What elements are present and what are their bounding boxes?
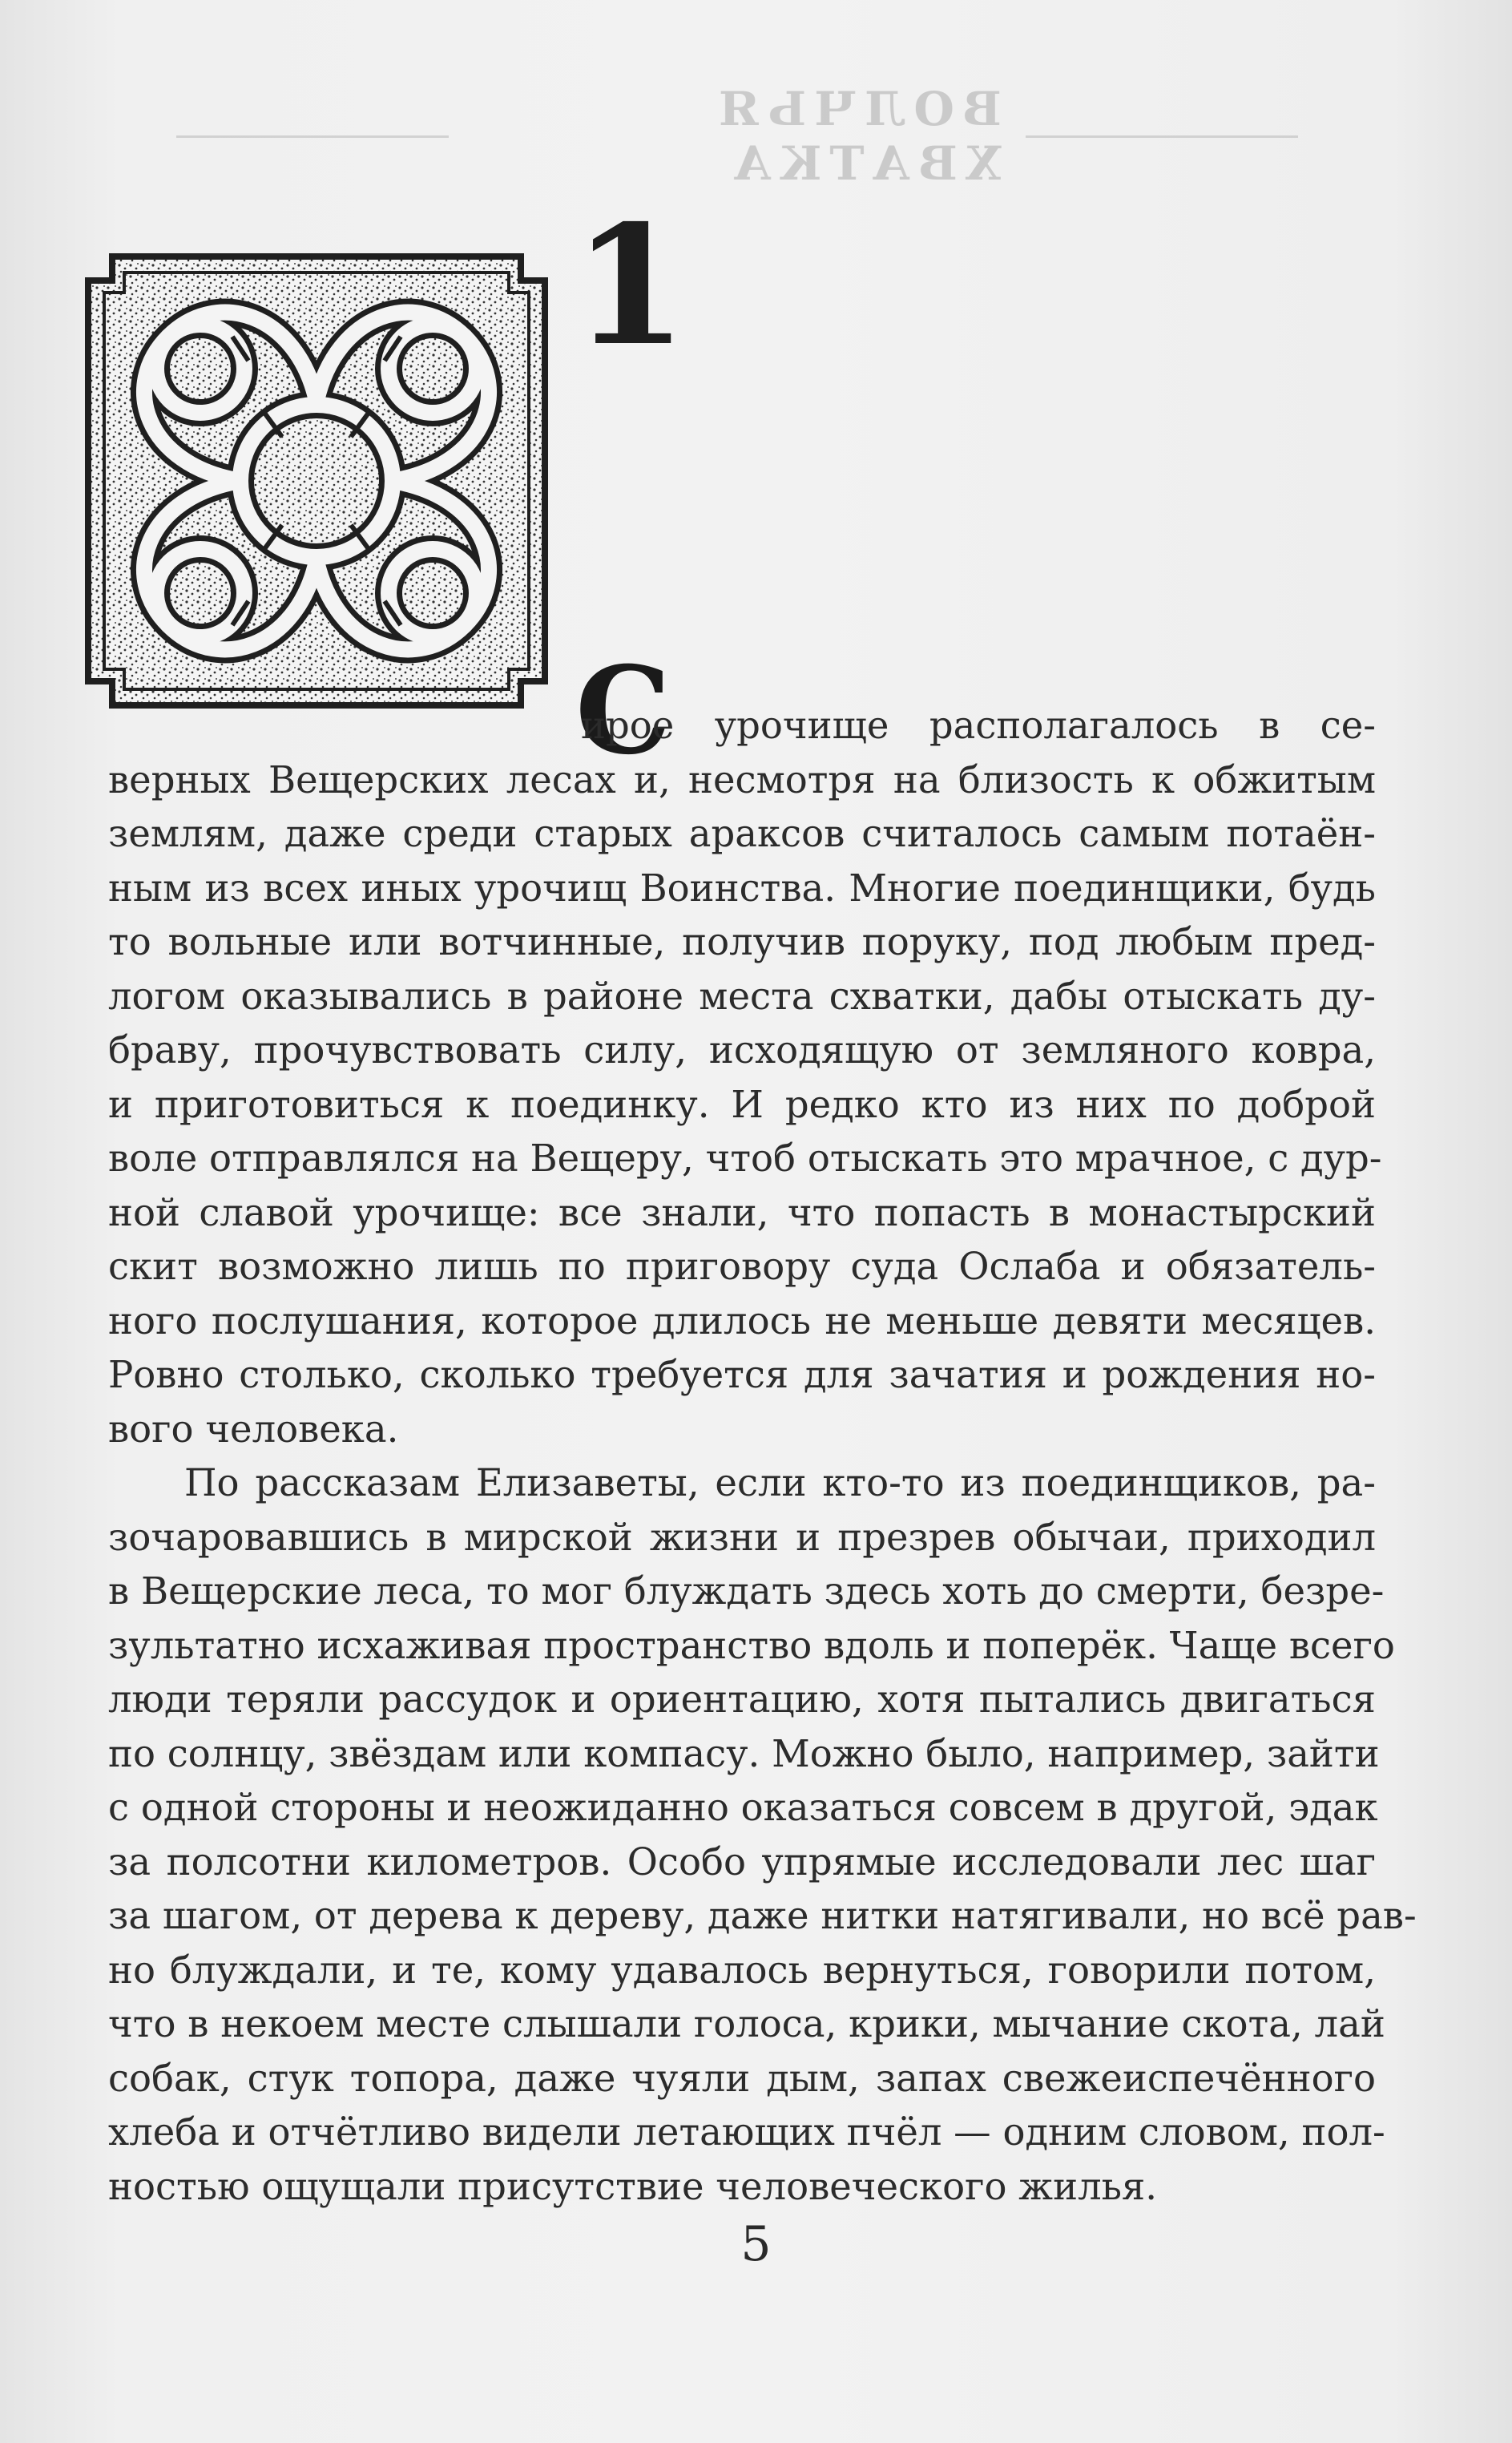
- text-line: ностью ощущали присутствие человеческого жилья.: [108, 2164, 1158, 2208]
- text-line: ирое урочище располагалось в се-: [581, 704, 1376, 747]
- text-line: за шагом, от дерева к дереву, даже нитки натягивали, но всё рав-: [108, 1894, 1417, 1937]
- text-line: логом оказывались в районе места схватки, дабы отыскать ду-: [108, 974, 1376, 1018]
- text-line: собак, стук топора, даже чуяли дым, запах свежеиспечённого: [108, 2056, 1376, 2100]
- text-line: ным из всех иных урочищ Воинства. Многие поединщики, будь: [108, 866, 1376, 910]
- text-line: ной славой урочище: все знали, что попасть в монастырский: [108, 1190, 1376, 1234]
- text-line: что в некоем месте слышали голоса, крики, мычание скота, лай: [108, 2002, 1385, 2045]
- drop-cap: С: [575, 640, 671, 781]
- chapter-number: 1: [573, 190, 687, 382]
- text-line: верных Вещерских лесах и, несмотря на близость к обжитым: [108, 757, 1376, 802]
- text-line: с одной стороны и неожиданно оказаться совсем в другой, эдак: [108, 1786, 1378, 1829]
- text-line: то вольные или вотчинные, получив поруку, под любым пред-: [108, 920, 1376, 963]
- text-line: хлеба и отчётливо видели летающих пчёл — одним словом, пол-: [108, 2110, 1385, 2154]
- text-line: По рассказам Елизаветы, если кто-то из поединщиков, ра-: [184, 1461, 1376, 1504]
- text-line: и приготовиться к поединку. И редко кто из них по доброй: [108, 1082, 1376, 1126]
- bleed-through-header: [176, 82, 1298, 191]
- bleed-rule-right: [1026, 135, 1298, 138]
- text-line: браву, прочувствовать силу, исходящую от земляного ковра,: [108, 1028, 1376, 1072]
- text-line: по солнцу, звёздам или компасу. Можно было, например, зайти: [108, 1731, 1380, 1775]
- text-line: за полсотни километров. Особо упрямые исследовали лес шаг: [108, 1839, 1376, 1884]
- text-line: люди теряли рассудок и ориентацию, хотя пытались двигаться: [108, 1678, 1376, 1721]
- celtic-knot-icon: [72, 240, 561, 721]
- bleed-through-title: ВОЛЧЬЯ ХВАТКА: [711, 82, 1002, 191]
- text-line: в Вещерские леса, то мог блуждать здесь хоть до смерти, безре-: [108, 1569, 1385, 1613]
- body-text: [108, 699, 1417, 2214]
- page-number: 5: [740, 2216, 772, 2272]
- text-line: зультатно исхаживая пространство вдоль и поперёк. Чаще всего: [108, 1623, 1395, 1667]
- text-line: вого человека.: [108, 1407, 399, 1451]
- text-line: землям, даже среди старых араксов считалось самым потаён-: [108, 812, 1376, 855]
- text-line: но блуждали, и те, кому удавалось вернуться, говорили потом,: [108, 1948, 1376, 1992]
- text-line: воле отправлялся на Вещеру, чтоб отыскать это мрачное, с дур-: [108, 1137, 1382, 1180]
- bleed-rule-left: [176, 135, 449, 138]
- text-line: ного послушания, которое длилось не меньше девяти месяцев.: [108, 1298, 1376, 1343]
- text-line: Ровно столько, сколько требуется для зачатия и рождения но-: [108, 1353, 1376, 1396]
- text-line: скит возможно лишь по приговору суда Ослаба и обязатель-: [108, 1245, 1376, 1288]
- text-line: зочаровавшись в мирской жизни и презрев обычаи, приходил: [108, 1515, 1376, 1559]
